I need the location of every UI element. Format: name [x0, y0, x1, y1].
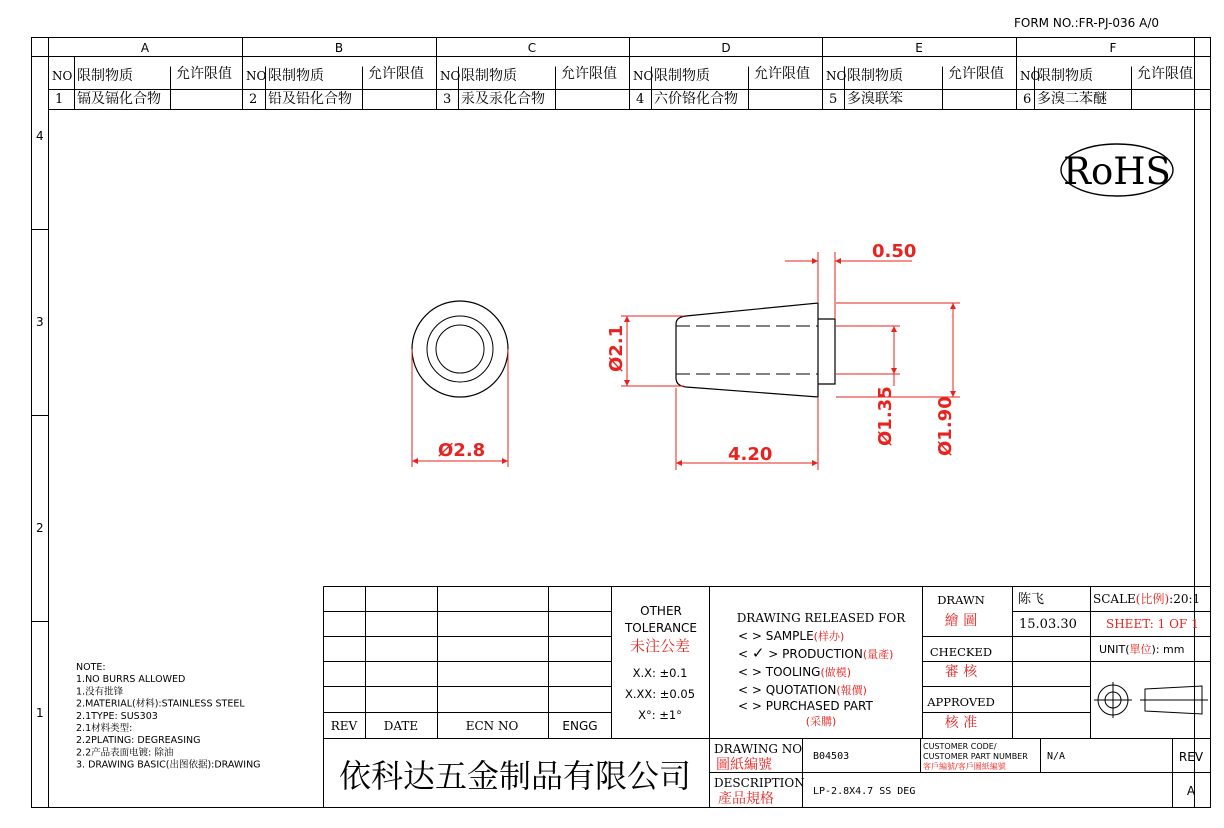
drawn-date: 15.03.30	[1019, 617, 1077, 632]
col-header-limit: 允许限值	[754, 66, 810, 82]
note-line: NOTE:	[76, 662, 106, 673]
engg-header: ENGG	[562, 719, 598, 733]
scale-label: SCALE	[1093, 592, 1136, 606]
rohs-mark	[1061, 144, 1173, 196]
note-line: 1.NO BURRS ALLOWED	[76, 674, 186, 686]
zone-row-1: 1	[36, 706, 44, 720]
projection-symbol-icon	[1094, 682, 1208, 718]
substance-no: 6	[1023, 92, 1032, 107]
zone-col-a: A	[140, 41, 150, 55]
dim-small-end-label: Ø2.1	[606, 324, 627, 372]
sheet-number: SHEET: 1 OF 1	[1106, 617, 1199, 631]
description-label-cn: 產品規格	[718, 791, 774, 807]
release-option	[738, 699, 874, 728]
col-header-no: NO	[633, 69, 654, 83]
release-option-label-cn: (量產)	[862, 648, 894, 661]
drawn-by: 陈飞	[1018, 592, 1045, 607]
col-header-substance: 限制物质	[654, 68, 710, 84]
zone-row-4: 4	[36, 129, 44, 143]
release-option-label-cn: (做模)	[820, 666, 852, 679]
note-line: 3. DRAWING BASIC(出图依据):DRAWING	[76, 759, 261, 771]
substance-name: 六价铬化合物	[654, 91, 738, 107]
release-option	[738, 683, 867, 697]
company-name: 依科达五金制品有限公司	[338, 757, 692, 795]
ecn-header: ECN NO	[465, 719, 519, 733]
col-header-substance: 限制物质	[1037, 68, 1093, 84]
scale-value: :20:1	[1169, 592, 1201, 606]
tolerance-title-2: TOLERANCE	[624, 621, 698, 635]
dim-small-end	[621, 316, 684, 386]
rev-value: A	[1186, 784, 1196, 798]
zone-row-3: 3	[36, 315, 44, 329]
note-line: 1.没有批锋	[76, 686, 124, 698]
unit-label: UNIT(	[1099, 643, 1130, 656]
dim-length-label: 4.20	[728, 444, 773, 465]
substance-name: 多溴联笨	[847, 91, 903, 107]
release-title: DRAWING RELEASED FOR	[736, 611, 906, 625]
release-bracket-close: >	[751, 629, 766, 643]
drawn-label: DRAWN	[937, 593, 985, 607]
substance-no: 5	[829, 92, 838, 107]
dim-step-label: 0.50	[872, 241, 917, 262]
dim-bore-label: Ø1.35	[875, 386, 896, 446]
rev-label: REV	[1178, 750, 1204, 764]
zone-col-e: E	[915, 41, 923, 55]
customer-label-cn: 客戶編號/客戶圖紙編號	[923, 762, 1006, 771]
tolerance-title-1: OTHER	[640, 604, 682, 618]
zone-rows	[32, 230, 49, 622]
col-header-limit: 允许限值	[948, 66, 1004, 82]
col-header-substance: 限制物质	[461, 68, 517, 84]
release-bracket-close: >	[751, 699, 766, 713]
col-header-substance: 限制物质	[77, 68, 133, 84]
release-bracket-open: <	[738, 683, 752, 697]
customer-value: N/A	[1047, 751, 1066, 762]
end-view	[412, 301, 508, 397]
substance-name: 镉及镉化合物	[77, 91, 161, 107]
note-line: 2.1TYPE: SUS303	[76, 710, 158, 722]
col-header-limit: 允许限值	[561, 66, 617, 82]
release-option-label: PRODUCTION	[782, 647, 863, 661]
customer-label-1: CUSTOMER CODE/	[923, 742, 997, 751]
sheet-border	[32, 38, 1211, 808]
release-bracket-close: >	[751, 683, 766, 697]
col-header-substance: 限制物质	[847, 68, 903, 84]
release-bracket-open: <	[738, 647, 752, 661]
col-header-no: NO	[440, 69, 461, 83]
drawing-no-label-cn: 圖紙編號	[716, 757, 772, 773]
release-option-label: TOOLING	[765, 665, 821, 679]
note-line: 2.MATERIAL(材料):STAINLESS STEEL	[76, 698, 245, 710]
substance-no: 2	[249, 92, 258, 107]
zone-col-b: B	[334, 41, 344, 55]
side-view	[676, 303, 835, 397]
approved-label: APPROVED	[927, 695, 995, 709]
check-mark-icon: ✓	[751, 644, 765, 662]
release-option	[738, 665, 851, 679]
release-bracket-close: >	[764, 647, 783, 661]
tolerance-x2: X.XX: ±0.05	[624, 687, 696, 701]
release-option	[738, 644, 893, 662]
note-line: 2.2产品表面电镀: 除油	[76, 747, 174, 759]
dim-large-end-label: Ø1.90	[935, 396, 956, 456]
substance-no: 4	[636, 92, 645, 107]
release-bracket-open: <	[738, 699, 752, 713]
note-line: 2.2PLATING: DEGREASING	[76, 735, 201, 747]
col-header-substance: 限制物质	[268, 68, 324, 84]
checked-label-cn: 審 核	[944, 664, 978, 680]
dim-bore	[836, 326, 900, 386]
release-bracket-close: >	[751, 665, 766, 679]
dim-outer-diameter-label: Ø2.8	[438, 440, 486, 461]
dim-large-end	[836, 303, 960, 397]
release-option-label-cn: (報價)	[836, 684, 867, 697]
rohs-text: RoHS	[1063, 150, 1171, 193]
tolerance-title-cn: 未注公差	[629, 637, 691, 655]
zone-columns	[243, 38, 1017, 57]
zone-col-c: C	[527, 41, 537, 55]
tolerance-x3: X°: ±1°	[638, 708, 682, 722]
release-option-label-cn: (采購)	[805, 715, 837, 728]
form-number: FORM NO.:FR-PJ-036 A/0	[1014, 16, 1160, 30]
release-bracket-open: <	[738, 629, 752, 643]
release-option-label: SAMPLE	[765, 629, 814, 643]
scale-field	[1093, 591, 1200, 606]
description-label: DESCRIPTION	[714, 776, 805, 790]
tolerance-x1: X.X: ±0.1	[632, 666, 688, 680]
unit-value: ): mm	[1151, 643, 1185, 656]
release-option	[738, 629, 844, 643]
customer-label-2: CUSTOMER PART NUMBER	[923, 752, 1028, 761]
drawing-no-label: DRAWING NO	[714, 742, 803, 756]
rev-header: REV	[330, 719, 358, 733]
substance-name: 多溴二苯醚	[1037, 91, 1107, 107]
drawn-label-cn: 繪 圖	[944, 613, 978, 629]
note-line: 2.1材料类型:	[76, 723, 133, 734]
release-option-label: PURCHASED PART	[765, 699, 873, 713]
substance-name: 铅及铅化合物	[268, 91, 352, 107]
zone-col-f: F	[1109, 41, 1117, 55]
zone-col-d: D	[721, 41, 731, 55]
approved-label-cn: 核 准	[944, 715, 978, 731]
checked-label: CHECKED	[929, 645, 993, 659]
col-header-no: NO	[246, 69, 267, 83]
col-header-no: NO	[52, 69, 73, 83]
release-bracket-open: <	[738, 665, 752, 679]
substance-name: 汞及汞化合物	[461, 91, 545, 107]
substance-no: 1	[55, 92, 64, 107]
col-header-no: NO	[1020, 69, 1041, 83]
zone-row-2: 2	[36, 521, 44, 535]
scale-label-cn: (比例)	[1135, 592, 1170, 606]
release-option-label-cn: (样办)	[813, 630, 845, 643]
drawing-number: B04503	[813, 751, 850, 762]
date-header: DATE	[383, 719, 419, 733]
unit-label-cn: 單位	[1129, 643, 1152, 656]
col-header-limit: 允许限值	[1137, 66, 1193, 82]
description-value: LP-2.8X4.7 SS DEG	[813, 786, 916, 797]
col-header-limit: 允许限值	[176, 66, 232, 82]
release-option-label: QUOTATION	[765, 683, 837, 697]
substance-no: 3	[443, 92, 452, 107]
col-header-no: NO	[826, 69, 847, 83]
col-header-limit: 允许限值	[368, 66, 424, 82]
unit-field	[1099, 643, 1184, 656]
